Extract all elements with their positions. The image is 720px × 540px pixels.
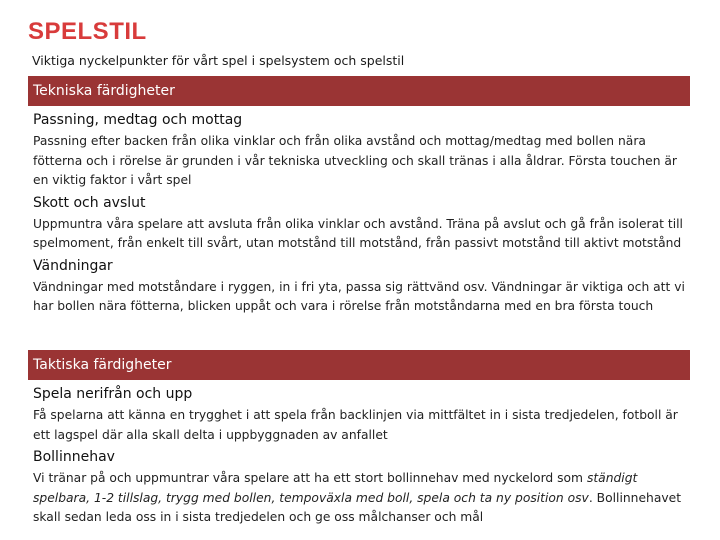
item-title-passning: Passning, medtag och mottag [33, 112, 243, 128]
section-header-tekniska: Tekniska färdigheter [28, 76, 690, 106]
section-content-tekniska [33, 108, 693, 318]
item-body-bollinnehav-keywords: ständigt spelbara, 1-2 tillslag, trygg med bollen, tempoväxla med boll, spela och ta ny position osv [33, 471, 638, 505]
item-body-passning: Passning efter backen från olika vinklar och från olika avstånd och mottag/medtag med bollen nära fötterna och i rörelse är grunden i vår tekniska utveckling och skall tränas i alla åldrar. Första touchen är en viktig faktor i vårt spel [33, 134, 677, 187]
item-body-skott: Uppmuntra våra spelare att avsluta från olika vinklar och avstånd. Träna på avslut och gå från isolerat till spelmoment, från enkelt till svårt, utan motstånd till motstånd, från passivt motstånd till aktivt motstånd [33, 216, 683, 250]
item-title-spela-nerifran: Spela nerifrån och upp [33, 386, 193, 402]
section-content-taktiska [33, 382, 693, 529]
section-header-taktiska: Taktiska färdigheter [28, 350, 690, 380]
item-body-bollinnehav [33, 469, 693, 528]
item-body-bollinnehav-pre: Vi tränar på och uppmuntrar våra spelare att ha ett stort bollinnehav med nyckelord som [33, 471, 587, 485]
item-title-vandningar: Vändningar [33, 257, 113, 274]
item-body-bollinnehav-post: . Bollinnehavet skall sedan leda oss in i sista tredjedelen och ge oss målchanser och mål [33, 490, 682, 524]
item-title-bollinnehav: Bollinnehav [33, 449, 115, 465]
page-subtitle: Viktiga nyckelpunkter för vårt spel i spelsystem och spelstil [32, 53, 405, 68]
page-title: SPELSTIL [28, 18, 147, 45]
item-body-vandningar: Vändningar med motståndare i ryggen, in i fri yta, passa sig rättvänd osv. Vändningar är viktiga och att vi har bollen nära fötterna, blicken uppåt och vara i rörelse från motståndarna med en bra första touch [33, 279, 685, 313]
item-title-skott: Skott och avslut [33, 194, 146, 211]
item-body-spela-nerifran: Få spelarna att känna en trygghet i att spela från backlinjen via mittfältet in i sista tredjedelen, fotboll är ett lagspel där alla skall delta i uppbyggnaden av anfallet [33, 408, 678, 442]
